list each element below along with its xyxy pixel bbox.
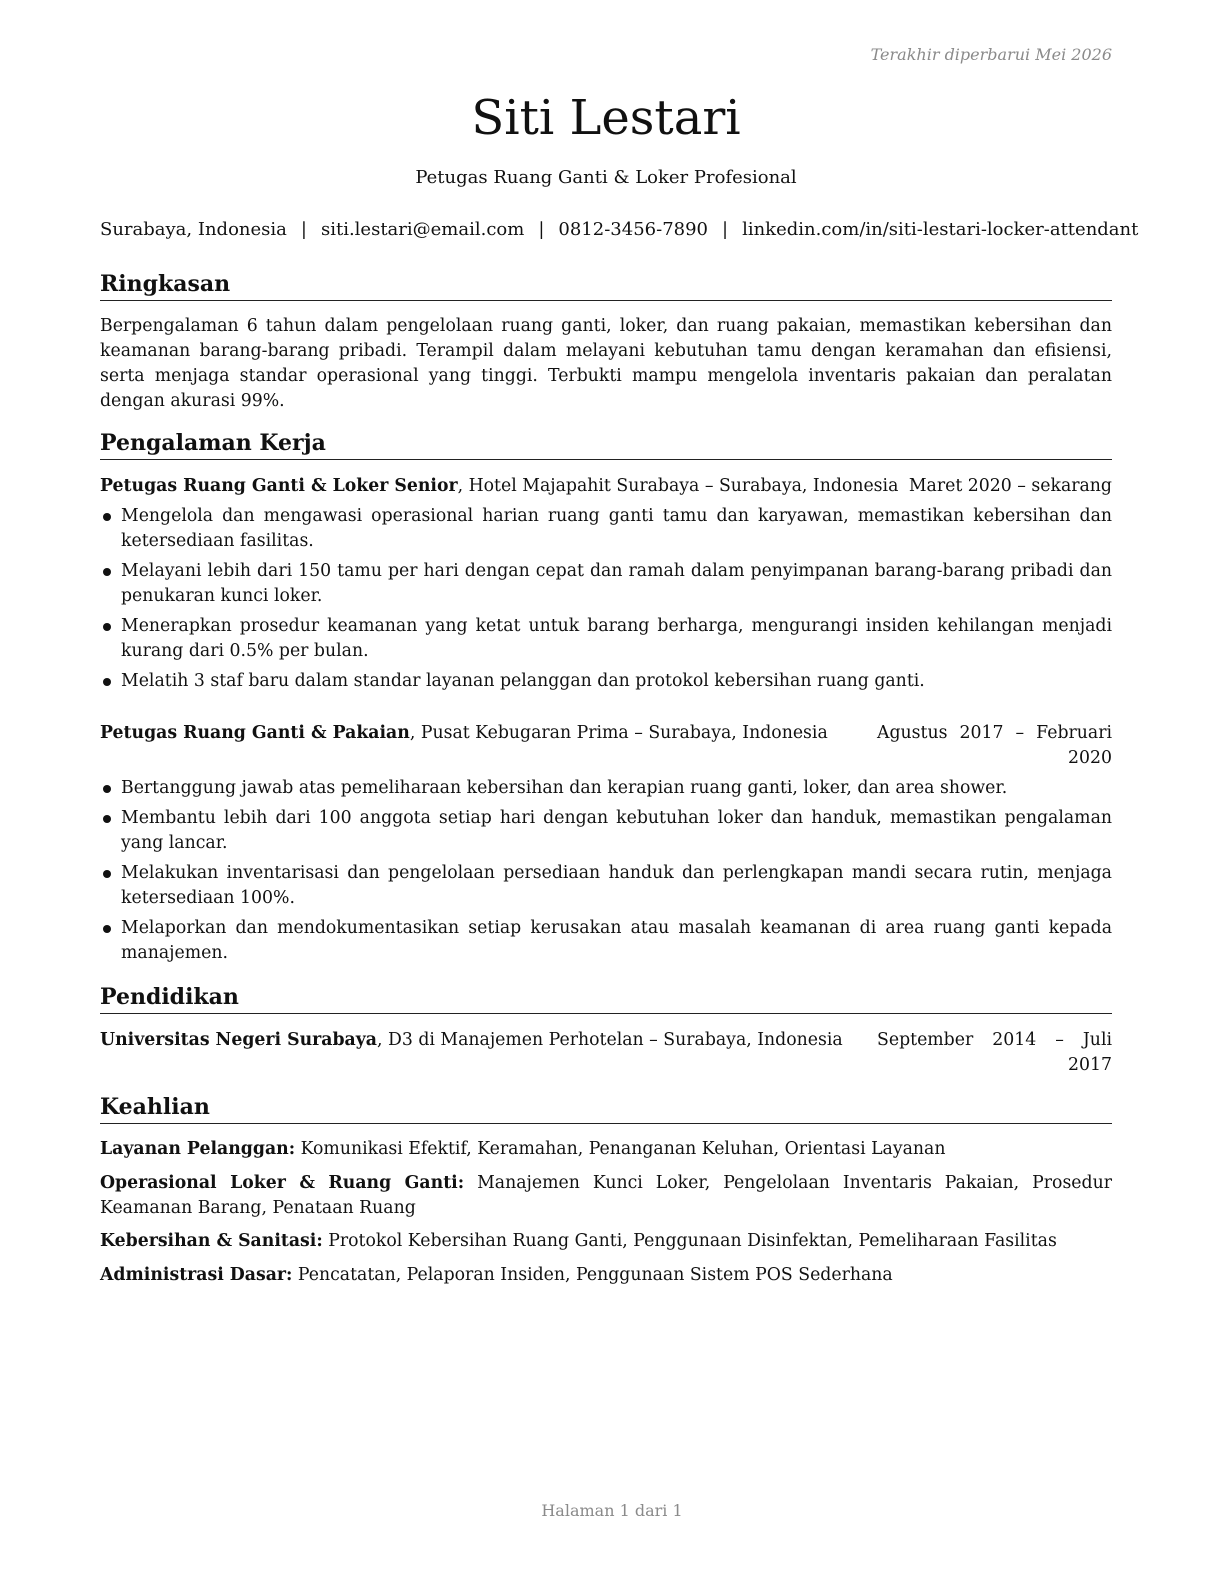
bullet-icon bbox=[103, 678, 111, 686]
school-name: Universitas Negeri Surabaya bbox=[100, 1030, 377, 1050]
contact-line bbox=[100, 219, 1139, 240]
skill-category: Operasional Loker & Ruang Ganti: bbox=[100, 1173, 465, 1193]
list-item: Membantu lebih dari 100 anggota setiap hari dengan kebutuhan loker dan handuk, memastikan pengalaman yang lancar. bbox=[100, 806, 1112, 856]
list-item: Melatih 3 staf baru dalam standar layanan pelanggan dan protokol kebersihan ruang ganti. bbox=[100, 669, 1112, 694]
last-updated: Terakhir diperbarui Mei 2026 bbox=[870, 45, 1112, 64]
contact-linkedin[interactable]: linkedin.com/in/siti-lestari-locker-attendant bbox=[742, 219, 1139, 240]
bullet-icon bbox=[103, 785, 111, 793]
list-item: Melakukan inventarisasi dan pengelolaan persediaan handuk dan perlengkapan mandi secara rutin, menjaga ketersediaan 100%. bbox=[100, 861, 1112, 911]
contact-separator: | bbox=[538, 219, 545, 240]
contact-email[interactable]: siti.lestari@email.com bbox=[320, 219, 525, 240]
bullet-icon bbox=[103, 870, 111, 878]
list-item: Menerapkan prosedur keamanan yang ketat untuk barang berharga, mengurangi insiden kehilangan menjadi kurang dari 0.5% per bulan. bbox=[100, 614, 1112, 664]
section-heading-summary: Ringkasan bbox=[100, 270, 1112, 301]
skill-line bbox=[100, 1137, 1112, 1162]
skill-category: Layanan Pelanggan: bbox=[100, 1139, 296, 1159]
list-item: Melaporkan dan mendokumentasikan setiap kerusakan atau masalah keamanan di area ruang ganti kepada manajemen. bbox=[100, 916, 1112, 966]
job-title-line bbox=[100, 474, 898, 499]
contact-location: Surabaya, Indonesia bbox=[100, 219, 287, 240]
section-heading-education: Pendidikan bbox=[100, 983, 1112, 1014]
bullet-icon bbox=[103, 513, 111, 521]
skill-line bbox=[100, 1263, 1112, 1288]
job-bullet-list bbox=[100, 776, 1112, 971]
job-role: Petugas Ruang Ganti & Pakaian bbox=[100, 723, 410, 743]
list-item: Melayani lebih dari 150 tamu per hari dengan cepat dan ramah dalam penyimpanan barang-barang pribadi dan penukaran kunci loker. bbox=[100, 559, 1112, 609]
job-dates: Maret 2020 – sekarang bbox=[908, 476, 1112, 496]
contact-phone: 0812-3456-7890 bbox=[558, 219, 708, 240]
bullet-icon bbox=[103, 623, 111, 631]
skill-list: Manajemen Kunci Loker, Pengelolaan Inventaris Pakaian, Prosedur Keamanan Barang, Penataan Ruang bbox=[100, 1173, 1112, 1218]
education-dates: September 2014 – Juli 2017 bbox=[877, 1030, 1112, 1075]
contact-separator: | bbox=[300, 219, 307, 240]
candidate-name: Siti Lestari bbox=[471, 90, 741, 146]
skill-list: Protokol Kebersihan Ruang Ganti, Penggunaan Disinfektan, Pemeliharaan Fasilitas bbox=[322, 1231, 1057, 1251]
job-organization: , Pusat Kebugaran Prima – Surabaya, Indonesia bbox=[409, 723, 828, 743]
job-organization: , Hotel Majapahit Surabaya – Surabaya, Indonesia bbox=[457, 476, 899, 496]
section-heading-experience: Pengalaman Kerja bbox=[100, 429, 1112, 460]
job-title-line bbox=[100, 721, 828, 746]
skill-list: Komunikasi Efektif, Keramahan, Penanganan Keluhan, Orientasi Layanan bbox=[295, 1139, 946, 1159]
skill-list: Pencatatan, Pelaporan Insiden, Penggunaan Sistem POS Sederhana bbox=[292, 1265, 893, 1285]
skill-category: Kebersihan & Sanitasi: bbox=[100, 1231, 323, 1251]
bullet-icon bbox=[103, 925, 111, 933]
contact-separator: | bbox=[722, 219, 729, 240]
degree-detail: , D3 di Manajemen Perhotelan – Surabaya, Indonesia bbox=[376, 1030, 843, 1050]
skill-category: Administrasi Dasar: bbox=[100, 1265, 293, 1285]
skill-line bbox=[100, 1229, 1112, 1254]
job-bullet-list bbox=[100, 504, 1112, 699]
job-role: Petugas Ruang Ganti & Loker Senior bbox=[100, 476, 458, 496]
page-footer: Halaman 1 dari 1 bbox=[541, 1501, 683, 1520]
job-dates: Agustus 2017 – Februari 2020 bbox=[877, 723, 1112, 768]
list-item: Bertanggung jawab atas pemeliharaan kebersihan dan kerapian ruang ganti, loker, dan area shower. bbox=[100, 776, 1112, 801]
skill-line bbox=[100, 1171, 1112, 1221]
candidate-title: Petugas Ruang Ganti & Loker Profesional bbox=[415, 167, 797, 188]
education-line bbox=[100, 1028, 843, 1053]
summary-text: Berpengalaman 6 tahun dalam pengelolaan ruang ganti, loker, dan ruang pakaian, memastikan kebersihan dan keamanan barang-barang pribadi. Terampil dalam melayani kebutuhan tamu dengan keramahan dan efisiensi, serta menjaga standar operasional yang tinggi. Terbukti mampu mengelola inventaris pakaian dan peralatan dengan akurasi 99%. bbox=[100, 316, 1112, 411]
bullet-icon bbox=[103, 568, 111, 576]
list-item: Mengelola dan mengawasi operasional harian ruang ganti tamu dan karyawan, memastikan kebersihan dan ketersediaan fasilitas. bbox=[100, 504, 1112, 554]
bullet-icon bbox=[103, 815, 111, 823]
section-heading-skills: Keahlian bbox=[100, 1093, 1112, 1124]
